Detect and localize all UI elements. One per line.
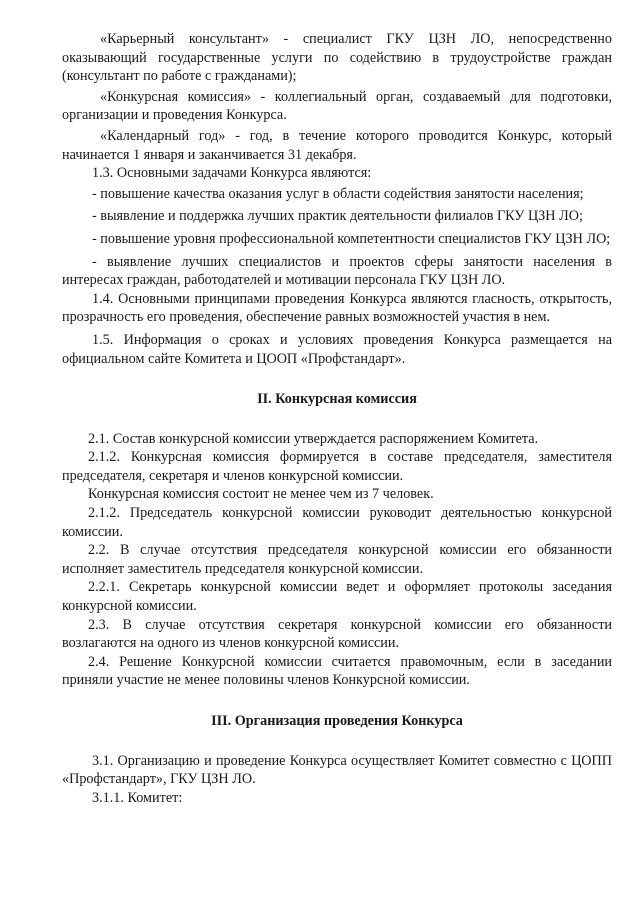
definition-calendar-year: «Календарный год» - год, в течение которого проводится Конкурс, который начинается 1 января и заканчивается 31 декабря. [62,127,612,163]
document-body [62,30,612,807]
clause-1-5: 1.5. Информация о сроках и условиях проведения Конкурса размещается на официальном сайте Комитета и ЦООП «Профстандарт». [62,331,612,367]
clause-commission-size: Конкурсная комиссия состоит не менее чем из 7 человек. [88,486,434,503]
clause-1-4: 1.4. Основными принципами проведения Конкурса являются гласность, открытость, прозрачность его проведения, обеспечение равных возможностей участия в нем. [62,290,612,326]
clause-1-3: 1.3. Основными задачами Конкурса являются: [92,165,372,182]
clause-2-1-2: 2.1.2. Конкурсная комиссия формируется в составе председателя, заместителя председателя, секретаря и членов конкурсной комиссии. [62,449,612,484]
clause-3-1-1: 3.1.1. Комитет: [92,789,183,806]
section-2-heading: II. Конкурсная комиссия [257,391,417,408]
section-3-heading: III. Организация проведения Конкурса [211,713,463,729]
task-item-1: - повышение качества оказания услуг в области содействия занятости населения; [92,185,584,202]
task-item-4: - выявление лучших специалистов и проектов сферы занятости населения в интересах граждан, работодателей и мотивации персонала ГКУ ЦЗН ЛО. [62,253,612,289]
task-item-3: - повышение уровня профессиональной компетентности специалистов ГКУ ЦЗН ЛО; [92,230,611,247]
task-item-2: - выявление и поддержка лучших практик деятельности филиалов ГКУ ЦЗН ЛО; [92,208,583,225]
clause-2-2-1: 2.2.1. Секретарь конкурсной комиссии ведет и оформляет протоколы заседания конкурсной комиссии. [62,579,612,615]
clause-2-1-2-chair: 2.1.2. Председатель конкурсной комиссии руководит деятельностью конкурсной комиссии. [62,505,612,540]
clause-2-4: 2.4. Решение Конкурсной комиссии считается правомочным, если в заседании приняли участие не менее половины членов Конкурсной комиссии. [62,653,612,689]
definition-competition-commission: «Конкурсная комиссия» - коллегиальный орган, создаваемый для подготовки, организации и проведения Конкурса. [62,88,612,124]
definition-career-consultant: «Карьерный консультант» - специалист ГКУ ЦЗН ЛО, непосредственно оказывающий государственные услуги по содействию в трудоустройстве граждан (консультант по работе с гражданами); [62,31,612,85]
clause-3-1: 3.1. Организацию и проведение Конкурса осуществляет Комитет совместно с ЦОПП «Профстандарт», ГКУ ЦЗН ЛО. [62,752,612,788]
clause-2-3: 2.3. В случае отсутствия секретаря конкурсной комиссии его обязанности возлагаются на одного из членов конкурсной комиссии. [62,616,612,652]
clause-2-2: 2.2. В случае отсутствия председателя конкурсной комиссии его обязанности исполняет заместитель председателя конкурсной комиссии. [62,542,612,577]
clause-2-1: 2.1. Состав конкурсной комиссии утверждается распоряжением Комитета. [88,430,539,447]
